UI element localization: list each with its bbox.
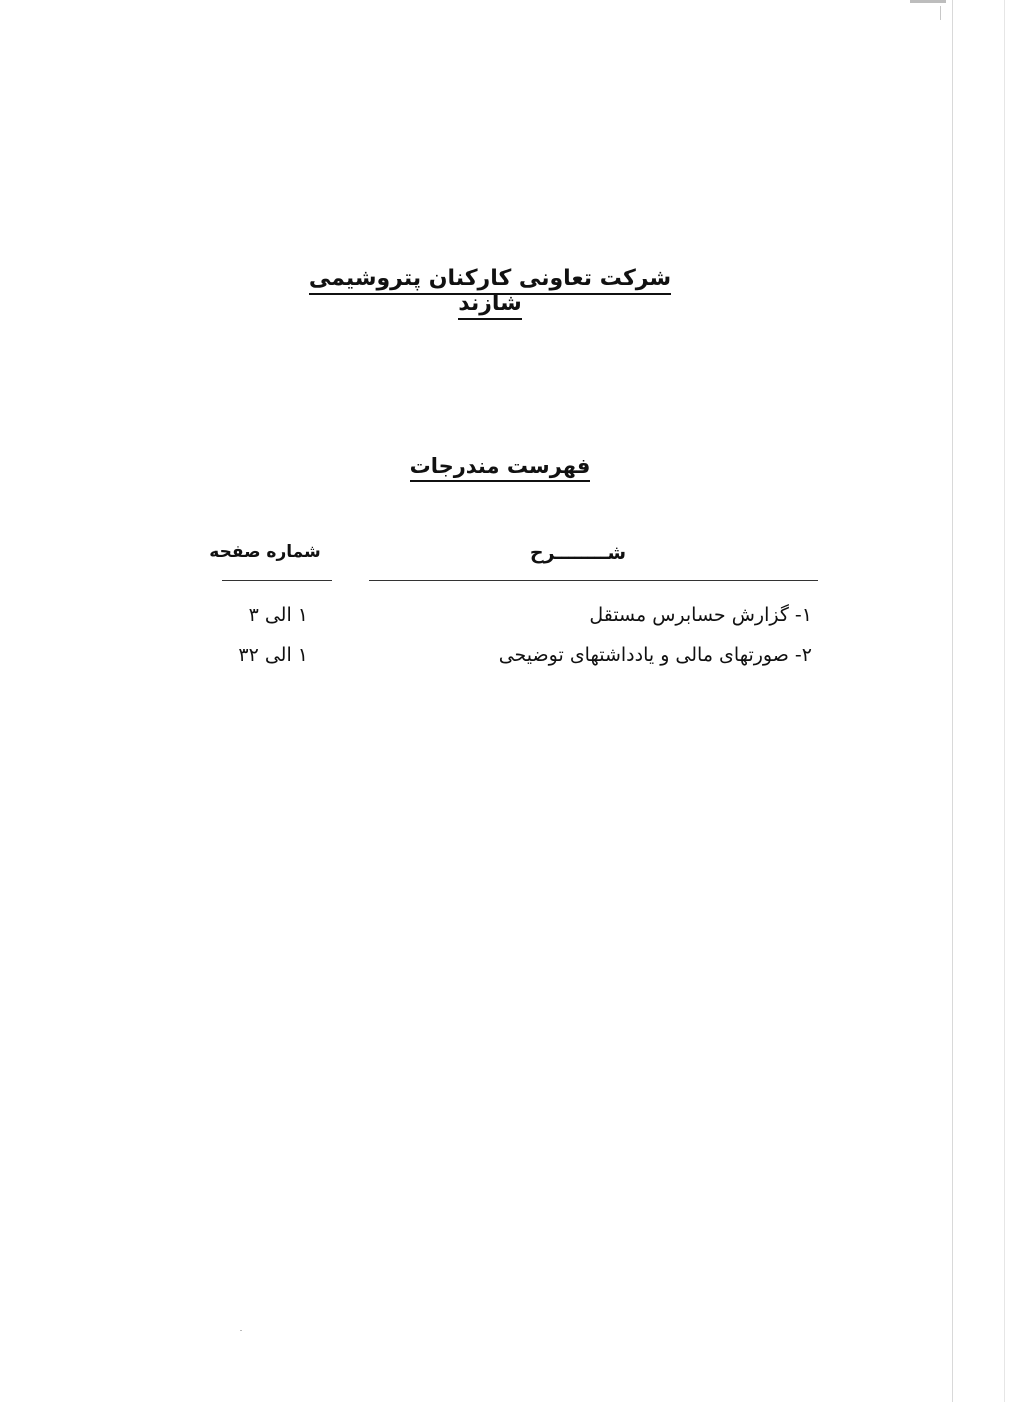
toc-title-text: فهرست مندرجات — [410, 454, 591, 482]
company-title — [300, 266, 680, 316]
description-header-rule — [369, 580, 818, 581]
scan-speck — [240, 1330, 242, 1331]
toc-entry-description: ۱- گزارش حسابرس مستقل — [589, 604, 812, 626]
toc-entry-pages: ۱ الی ۳ — [248, 604, 308, 626]
page-number-header-rule — [222, 580, 332, 581]
toc-title — [380, 454, 620, 478]
toc-entry — [200, 604, 820, 634]
page-number-column-header: شماره صفحه — [209, 542, 321, 562]
toc-entry — [200, 644, 820, 674]
scan-edge-tick — [940, 6, 941, 20]
toc-entry-pages: ۱ الی ۳۲ — [238, 644, 308, 666]
description-column-header: شــــــــرح — [529, 542, 627, 564]
scan-edge-mark — [910, 0, 946, 3]
toc-entry-description: ۲- صورتهای مالی و یادداشتهای توضیحی — [498, 644, 812, 666]
company-title-text: شرکت تعاونی کارکنان پتروشیمی شازند — [309, 266, 671, 320]
scan-edge-line — [952, 0, 953, 1402]
scan-edge-line-outer — [1004, 0, 1005, 1402]
